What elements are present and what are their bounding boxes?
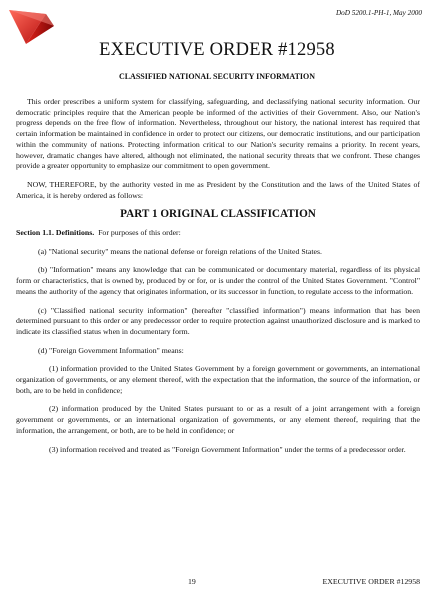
section-1-1-label: Section 1.1. Definitions.	[16, 228, 95, 238]
definition-c: (c) "Classified national security information" (hereafter "classified information") means information that has been determined pursuant to this order or any predecessor order to require protection against unauthorized disclosure and is marked to indicate its classified status when in documentary form.	[16, 305, 420, 336]
page-subtitle: CLASSIFIED NATIONAL SECURITY INFORMATION	[118, 72, 316, 81]
part-1-heading: PART 1 ORIGINAL CLASSIFICATION	[120, 208, 316, 221]
definition-d: (d) "Foreign Government Information" means:	[38, 345, 184, 355]
definition-d-2: (2) information produced by the United States pursuant to or as a result of a joint arrangement with a foreign government or governments, or an international organization of governments, or any element thereof, requiring that the information, the arrangement, or both, are to be held in confidence; or	[16, 404, 420, 435]
running-footer-title: EXECUTIVE ORDER #12958	[322, 577, 420, 586]
document-reference: DoD 5200.1-PH-1, May 2000	[335, 9, 422, 17]
intro-paragraph: This order prescribes a uniform system for classifying, safeguarding, and declassifying national security information. Our democratic principles require that the American people be informed of the activities of their Government. Also, our Nation's progress depends on the free flow of information. Nevertheless, throughout our history, the national interest has required that certain information be maintained in confidence in order to protect our citizens, our democratic institutions, and our participation within the community of nations. Protecting information critical to our Nation's security remains a priority. In recent years, however, dramatic changes have altered, although not eliminated, the national security threats that we confront. These changes provide a greater opportunity to emphasize our commitment to open government.	[16, 97, 420, 171]
document-body	[16, 97, 420, 463]
section-1-1-text: For purposes of this order:	[98, 228, 181, 238]
definition-b: (b) "Information" means any knowledge that can be communicated or documentary material, regardless of its physical form or characteristics, that is owned by, produced by or for, or is under the control of the United States Government. "Control" means the authority of the agency that originates information, or its successor in function, to regulate access to the information.	[16, 265, 420, 296]
section-1-1-paragraph	[16, 228, 420, 239]
page-title: EXECUTIVE ORDER #12958	[99, 40, 335, 60]
definition-d-1: (1) information provided to the United States Government by a foreign government or governments, an international organization of governments, or any element thereof, with the expectation that the information, the source of the information, or both, are to be held in confidence;	[16, 364, 420, 395]
definition-d-3: (3) information received and treated as "Foreign Government Information" under the terms of a predecessor order.	[49, 444, 406, 454]
now-therefore-paragraph: NOW, THEREFORE, by the authority vested in me as President by the Constitution and the laws of the United States of America, it is hereby ordered as follows:	[16, 179, 420, 200]
page-number: 19	[188, 577, 196, 586]
definition-a: (a) "National security" means the national defense or foreign relations of the United States.	[38, 246, 322, 256]
